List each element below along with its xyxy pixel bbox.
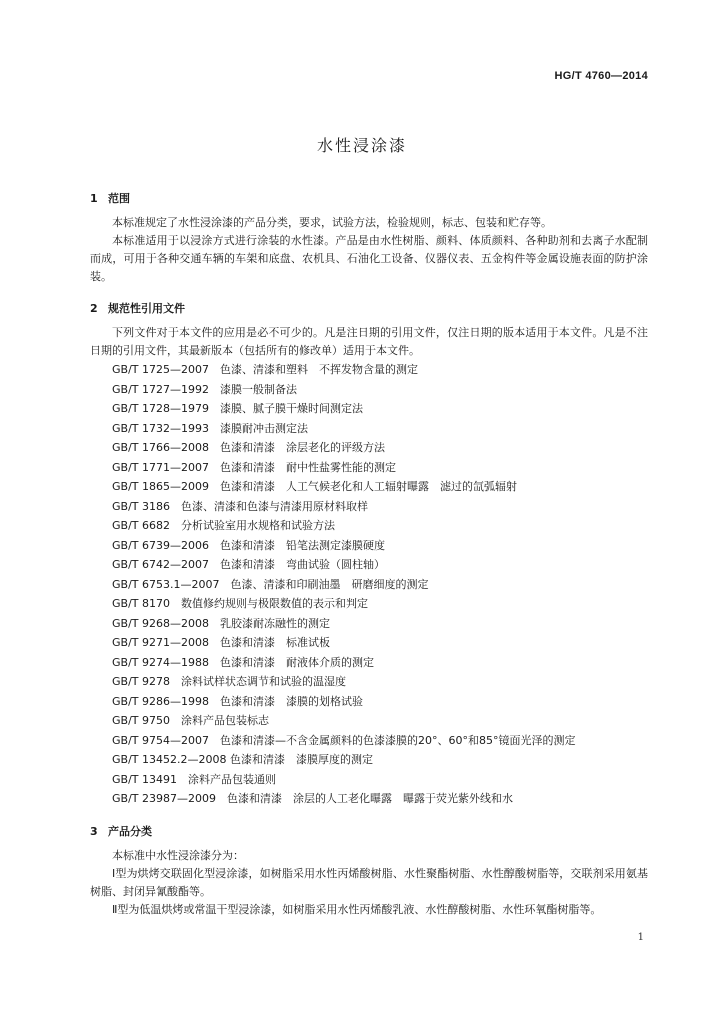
reference-item: GB/T 8170 数值修约规则与极限数值的表示和判定 bbox=[112, 597, 368, 610]
page-number: 1 bbox=[637, 932, 644, 943]
reference-item: GB/T 1766—2008 色漆和清漆 涂层老化的评级方法 bbox=[112, 441, 385, 454]
section-normative-references bbox=[90, 300, 648, 809]
paragraph: Ⅱ型为低温烘烤或常温干型浸涂漆，如树脂采用水性丙烯酸乳液、水性醇酸树脂、水性环氧酯树脂等。 bbox=[112, 902, 602, 916]
section-title: 范围 bbox=[108, 192, 130, 205]
section-number: 2 bbox=[90, 302, 98, 315]
section-title: 规范性引用文件 bbox=[108, 302, 185, 315]
paragraph: 本标准中水性浸涂漆分为： bbox=[112, 848, 244, 862]
reference-item: GB/T 9274—1988 色漆和清漆 耐液体介质的测定 bbox=[112, 655, 374, 669]
reference-item: GB/T 1732—1993 漆膜耐冲击测定法 bbox=[112, 421, 308, 435]
paragraph: 本标准规定了水性浸涂漆的产品分类，要求，试验方法，检验规则，标志、包装和贮存等。 bbox=[112, 216, 552, 229]
section-product-classification bbox=[90, 823, 648, 919]
paragraph: Ⅰ型为烘烤交联固化型浸涂漆，如树脂采用水性丙烯酸树脂、水性聚酯树脂、水性醇酸树脂等，交联剂采用氨基树脂、封闭异氰酸酯等。 bbox=[90, 866, 648, 898]
section-number: 1 bbox=[90, 192, 98, 205]
section-heading bbox=[90, 300, 648, 318]
reference-item: GB/T 1725—2007 色漆、清漆和塑料 不挥发物含量的测定 bbox=[112, 363, 418, 376]
reference-item: GB/T 1865—2009 色漆和清漆 人工气候老化和人工辐射曝露 滤过的氙弧辐射 bbox=[112, 480, 517, 493]
reference-item: GB/T 9754—2007 色漆和清漆—不含金属颜料的色漆漆膜的20°、60°和85°镜面光泽的测定 bbox=[112, 733, 576, 747]
reference-item: GB/T 6739—2006 色漆和清漆 铅笔法测定漆膜硬度 bbox=[112, 538, 385, 552]
reference-item: GB/T 9268—2008 乳胶漆耐冻融性的测定 bbox=[112, 616, 330, 630]
paragraph: 下列文件对于本文件的应用是必不可少的。凡是注日期的引用文件，仅注日期的版本适用于本文件。凡是不注日期的引用文件，其最新版本（包括所有的修改单）适用于本文件。 bbox=[90, 326, 648, 357]
reference-item: GB/T 9278 涂料试样状态调节和试验的温湿度 bbox=[112, 675, 346, 688]
reference-item: GB/T 9750 涂料产品包装标志 bbox=[112, 714, 269, 727]
reference-item: GB/T 23987—2009 色漆和清漆 涂层的人工老化曝露 曝露于荧光紫外线和水 bbox=[112, 792, 513, 805]
section-heading bbox=[90, 823, 648, 841]
document-body bbox=[90, 190, 648, 933]
document-title: 水性浸涂漆 bbox=[316, 136, 407, 155]
reference-item: GB/T 6682 分析试验室用水规格和试验方法 bbox=[112, 519, 335, 532]
paragraph: 本标准适用于以浸涂方式进行涂装的水性漆。产品是由水性树脂、颜料、体质颜料、各种助剂和去离子水配制而成，可用于各种交通车辆的车架和底盘、农机具、石油化工设备、仪器仪表、五金构件等金属设施表面的防护涂装。 bbox=[90, 234, 648, 283]
reference-item: GB/T 1727—1992 漆膜一般制备法 bbox=[112, 382, 297, 396]
reference-item: GB/T 1728—1979 漆膜、腻子膜干燥时间测定法 bbox=[112, 402, 363, 415]
reference-item: GB/T 13452.2—2008 色漆和清漆 漆膜厚度的测定 bbox=[112, 753, 373, 766]
reference-item: GB/T 9271—2008 色漆和清漆 标准试板 bbox=[112, 636, 330, 649]
section-scope bbox=[90, 190, 648, 286]
section-number: 3 bbox=[90, 824, 98, 838]
section-title: 产品分类 bbox=[108, 824, 152, 838]
reference-item: GB/T 6753.1—2007 色漆、清漆和印刷油墨 研磨细度的测定 bbox=[112, 577, 429, 591]
reference-list bbox=[90, 360, 648, 809]
section-heading bbox=[90, 190, 648, 208]
reference-item: GB/T 13491 涂料产品包装通则 bbox=[112, 772, 276, 786]
reference-item: GB/T 6742—2007 色漆和清漆 弯曲试验（圆柱轴） bbox=[112, 558, 385, 571]
reference-item: GB/T 9286—1998 色漆和清漆 漆膜的划格试验 bbox=[112, 694, 363, 708]
reference-item: GB/T 3186 色漆、清漆和色漆与清漆用原材料取样 bbox=[112, 499, 368, 513]
reference-item: GB/T 1771—2007 色漆和清漆 耐中性盐雾性能的测定 bbox=[112, 460, 396, 474]
standard-code: HG/T 4760—2014 bbox=[554, 70, 648, 82]
